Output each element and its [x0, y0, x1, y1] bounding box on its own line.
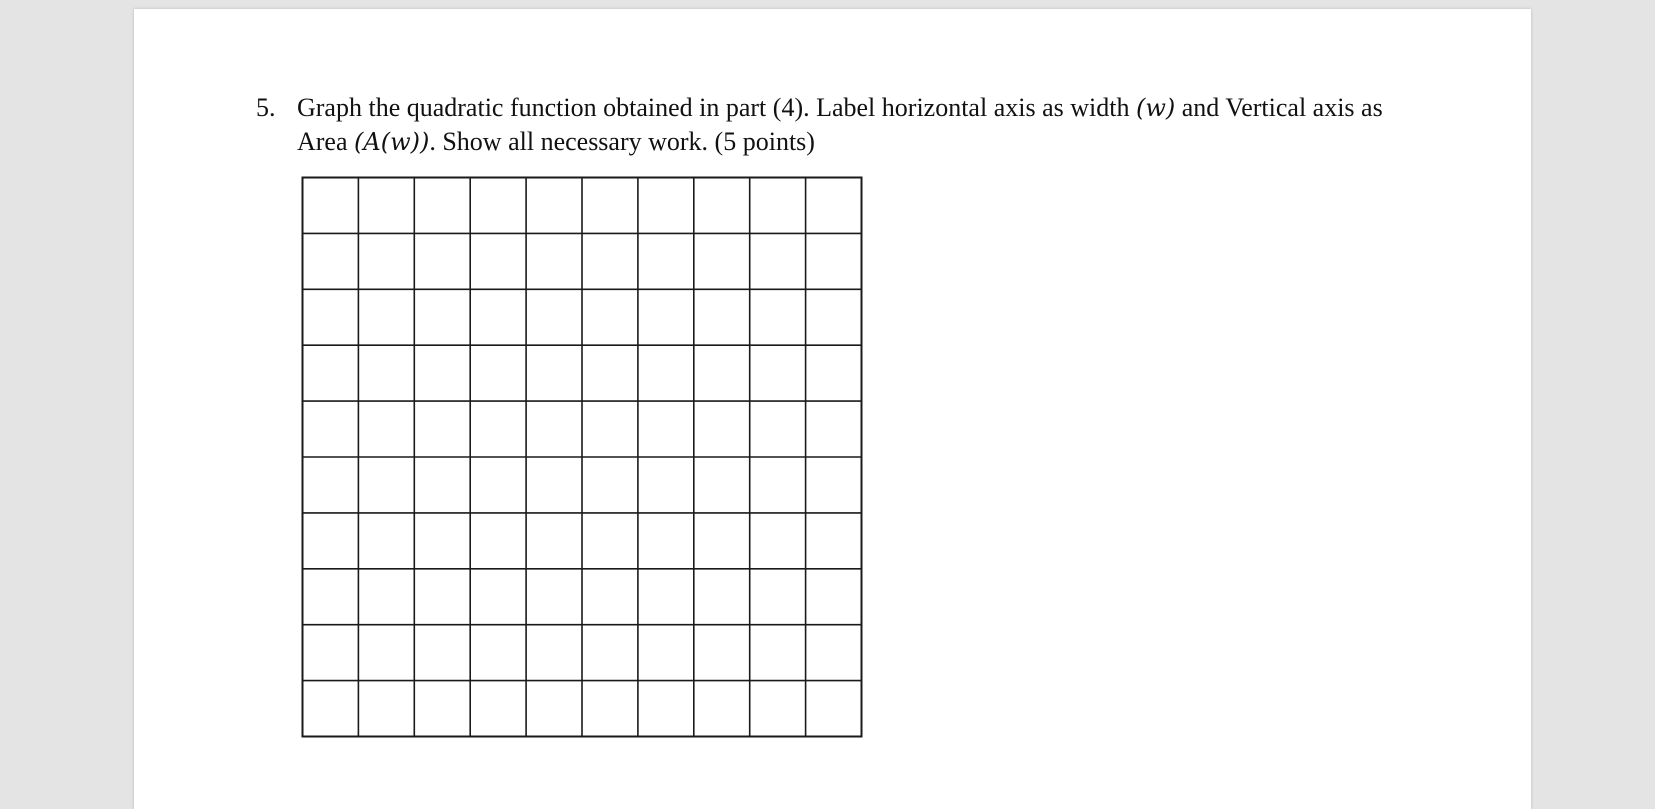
question-text: [297, 91, 1507, 159]
question-line-1-text-b: and Vertical axis as: [1175, 93, 1383, 122]
question-line-2-text-a: Area: [297, 127, 355, 156]
question-line-1: [297, 91, 1507, 125]
question-line-2: [297, 125, 1507, 159]
width-variable: (w): [1135, 94, 1176, 122]
question-line-1-text-a: Graph the quadratic function obtained in part (4). Label horizontal axis as width: [297, 93, 1136, 122]
area-variable: (A(w)): [354, 128, 430, 156]
question-number: 5.: [256, 93, 276, 122]
question-line-2-text-b: . Show all necessary work. (5 points): [429, 127, 815, 156]
graph-grid: [301, 176, 863, 738]
